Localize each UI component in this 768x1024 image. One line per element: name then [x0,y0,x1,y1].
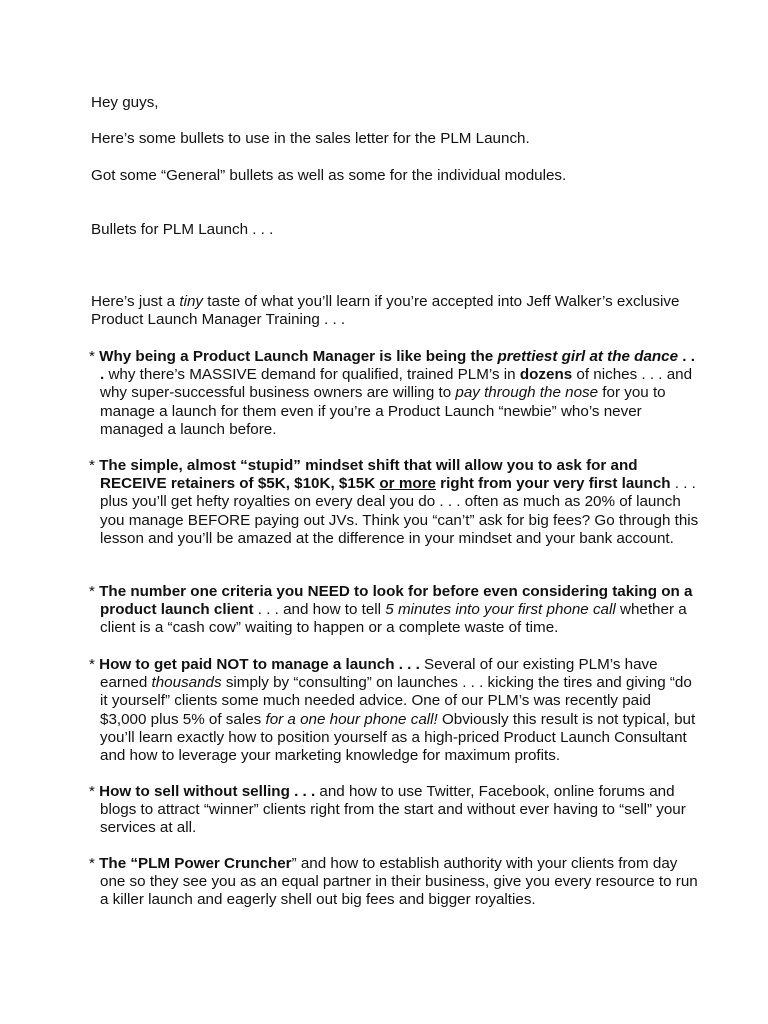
section-heading: Bullets for PLM Launch . . . [91,221,274,238]
greeting: Hey guys, [91,94,159,111]
bullet-1 [89,348,700,439]
bullet-2-bold-underline: or more [379,475,436,493]
bullet-1-text-1: why there’s MASSIVE demand for qualified, trained PLM’s in [104,366,520,384]
bullet-6 [89,855,700,910]
bullet-2-text-1: . . . plus you’ll get hefty royalties on every deal you do . . . often as much as 20% of launch you manage BEFORE paying out JVs. Think you “can’t” ask for big fees? Go through this lesson and you’ll be amazed at the difference in your mindset and your bank account. [100,475,699,547]
bullet-5-text-1: and how to use Twitter, Facebook, online forums and blogs to attract “winner” clients right from the start and without ever having to “sell” your services at all. [100,783,686,837]
bullet-marker: * [89,457,95,474]
bullet-marker: * [89,783,95,800]
bullet-3-text-2: whether a client is a “cash cow” waiting to happen or a complete waste of time. [100,601,687,637]
bullet-marker: * [89,656,95,673]
bullet-4-bold-1: How to get paid NOT to manage a launch . . . [99,656,420,673]
bullet-4-text-3: Obviously this result is not typical, but you’ll learn exactly how to position yourself as a high-priced Product Launch Consultant and how to leverage your marketing knowledge for maximum profits. [100,710,696,765]
bullet-1-text-3: for you to manage a launch for them even if you’re a Product Launch “newbie” who’s never managed a launch before. [100,384,666,438]
bullet-3-italic: 5 minutes into your first phone call [385,601,616,619]
bullet-5 [89,783,700,838]
bullet-marker: * [89,855,95,872]
bullet-marker: * [89,348,95,365]
bullet-6-text-0: The “ [99,855,138,872]
lead-text-emphasis: tiny [179,293,203,310]
bullet-2 [89,457,700,548]
bullet-1-text-2: of niches . . . and why super-successful business owners are willing to [100,366,693,402]
bullet-3-bold-1: The number one criteria you NEED to look for before even considering taking on a product launch client [99,583,693,619]
lead-text-c: taste of what you’ll learn if you’re accepted into Jeff Walker’s exclusive Product Launch Manager Training . . . [91,293,680,329]
lead-paragraph [91,293,691,329]
bullet-4 [89,656,700,765]
bullet-1-bold-2: . . . [100,348,695,384]
bullet-6-bold-1: PLM Power Cruncher [137,855,292,872]
bullet-4-text-1: Several of our existing PLM’s have earned [100,656,658,692]
intro-line-1: Here’s some bullets to use in the sales letter for the PLM Launch. [91,130,530,147]
bullet-5-bold-1: How to sell without selling . . . [99,783,316,800]
bullet-2-bold-1: The simple, almost “stupid” mindset shift that will allow you to ask for and RECEIVE retainers of $5K, $10K, $15K [99,457,638,493]
bullet-6-text-1: ” and how to establish authority with your clients from day one so they see you as an equal partner in their business, give you every resource to run a killer launch and eagerly shell out big fees and bigger royalties. [100,855,698,909]
bullet-4-italic-1: thousands [151,674,222,692]
intro-line-2: Got some “General” bullets as well as some for the individual modules. [91,167,567,184]
lead-text-a: Here’s just a [91,293,180,310]
bullet-4-italic-2: for a one hour phone call! [265,710,438,728]
bullet-1-italic: pay through the nose [455,384,599,402]
bullet-1-bold-1: Why being a Product Launch Manager is like being the [99,348,498,365]
bullet-3 [89,583,700,638]
bullet-1-bold-italic: prettiest girl at the dance [497,348,679,365]
bullet-2-bold-2: right from your very first launch [435,475,671,493]
bullet-4-text-2: simply by “consulting” on launches . . . kicking the tires and giving “do it yourself” clients some much needed advice. One of our PLM’s was recently paid $3,000 plus 5% of sales [100,674,692,728]
bullet-marker: * [89,583,95,600]
bullet-1-bold-3: dozens [519,366,573,384]
bullet-3-text-1: . . . and how to tell [253,601,386,619]
